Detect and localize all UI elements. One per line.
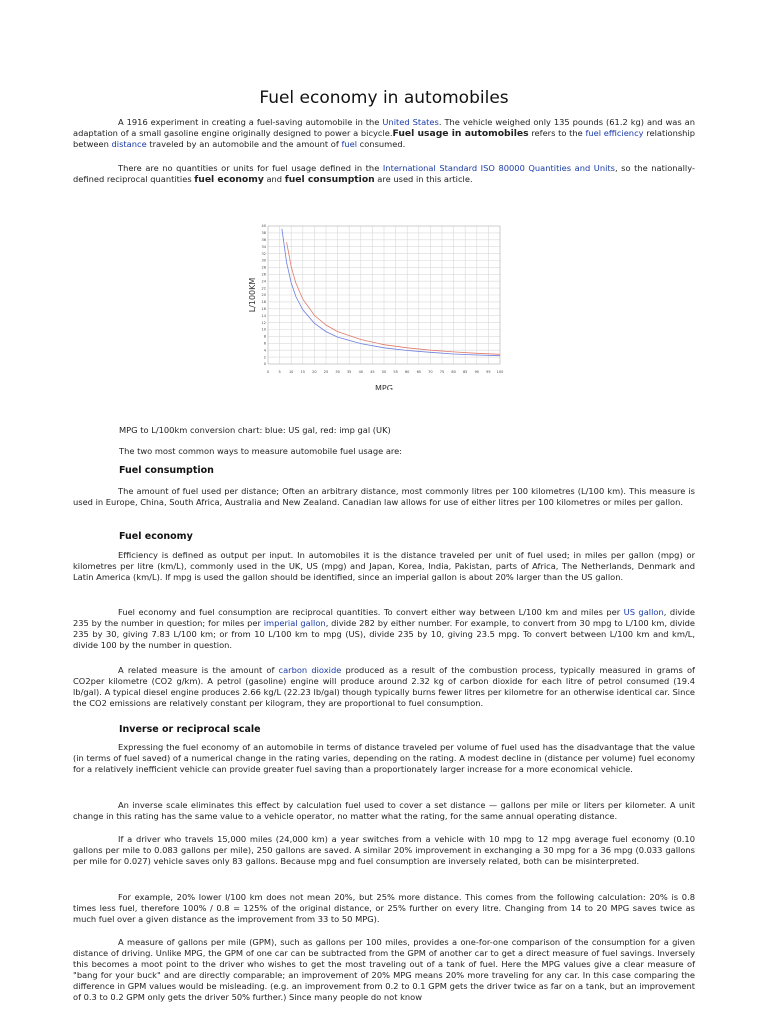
x-tick-label: 45: [370, 370, 375, 374]
heading-fuel-economy: Fuel economy: [119, 531, 193, 542]
bold-term: fuel consumption: [284, 174, 375, 185]
paragraph-gpm: [73, 937, 695, 1003]
y-tick-label: 24: [261, 279, 266, 284]
y-axis-label: L/100KM: [248, 277, 257, 313]
text: For example, 20% lower l/100 km does not mean 20%, but 25% more distance. This comes from the following calculation: 20% is 0.8 times less fuel, therefore 100% / 0.8 = 125% of the original distance, or 25% further on every litre. Changing from 14 to 20 MPG saves twice as much fuel over a given distance as the improvement from 33 to 50 MPG).: [73, 892, 695, 924]
bold-term: fuel economy: [194, 174, 264, 185]
x-tick-label: 15: [300, 370, 306, 374]
x-tick-label: 30: [335, 370, 340, 374]
paragraph-inverse-2: [73, 800, 695, 822]
bold-term: Fuel usage in automobiles: [392, 128, 529, 139]
x-tick-label: 70: [428, 370, 433, 374]
paragraph-units: [73, 163, 695, 185]
text: traveled by an automobile and the amount of: [146, 139, 342, 149]
link-fuel-efficiency[interactable]: fuel efficiency: [585, 128, 644, 138]
x-tick-label: 100: [496, 370, 504, 374]
y-tick-label: 20: [261, 293, 266, 298]
text: , divide 282 by either number. For example, to convert from 30 mpg to L/100 km, divide 235 by 30, giving 7.83 L/100 km; or from 10 L/100 km to mpg (US), divide 235 by 10, giving 23.5 mpg. To convert between L/100 km and km/L, divide 100 by the number in question.: [73, 618, 695, 650]
text: Fuel economy and fuel consumption are reciprocal quantities. To convert either way between L/100 km and miles per: [118, 607, 624, 617]
heading-inverse-scale: Inverse or reciprocal scale: [119, 724, 261, 735]
y-tick-label: 26: [261, 272, 266, 277]
x-tick-label: 85: [462, 370, 468, 374]
y-tick-label: 14: [261, 313, 266, 318]
y-tick-label: 28: [261, 265, 266, 270]
y-tick-label: 32: [261, 251, 266, 256]
y-tick-label: 22: [261, 286, 266, 291]
x-tick-label: 75: [439, 370, 445, 374]
link-united-states[interactable]: United States: [382, 117, 439, 127]
text: refers to the: [528, 128, 586, 138]
x-tick-label: 25: [323, 370, 329, 374]
x-tick-label: 65: [416, 370, 422, 374]
y-tick-label: 12: [261, 320, 266, 325]
y-tick-label: 10: [261, 327, 266, 332]
text: A measure of gallons per mile (GPM), such as gallons per 100 miles, provides a one-for-one comparison of the consumption for a given distance of driving. Unlike MPG, the GPM of one car can be subtracted from the GPM of another car to get a direct measure of fuel savings. Inversely this becomes a moot point to the driver who wishes to get the most traveling out of a tank of fuel. Here the MPG values give a clear measure of "bang for your buck" and are directly comparable; an improvement of 20% MPG means 20% more traveling for any car. In this case comparing the difference in GPM values would be misleading. (e.g. an improvement from 0.2 to 0.1 GPM gets the driver twice as far on a tank, but an improvement of 0.3 to 0.2 GPM only gets the driver 50% further.) Since many people do not know: [73, 937, 695, 1002]
y-tick-label: 4: [263, 348, 266, 353]
mpg-conversion-chart: [240, 218, 515, 390]
chart-caption: MPG to L/100km conversion chart: blue: US gal, red: imp gal (UK): [119, 425, 391, 435]
y-tick-label: 36: [261, 238, 266, 242]
text: An inverse scale eliminates this effect by calculation fuel used to cover a set distance — gallons per mile or liters per kilometer. A unit change in this rating has the same value to a vehicle operator, no matter what the rating, for the same annual operating distance.: [73, 800, 695, 821]
text: relationship between: [73, 128, 696, 149]
y-tick-label: 40: [261, 224, 266, 229]
x-tick-label: 35: [346, 370, 352, 374]
text: A related measure is the amount of: [118, 665, 279, 675]
y-tick-label: 16: [261, 307, 266, 311]
y-tick-label: 18: [261, 300, 266, 305]
link-us-gallon[interactable]: US gallon: [623, 607, 664, 617]
text: . The vehicle weighed only 135 pounds (61.2 kg) and was an adaptation of a small gasoline engine originally designed to power a bicycle.: [73, 117, 695, 138]
text: and: [263, 174, 285, 184]
text: are used in this article.: [374, 174, 473, 184]
x-tick-label: 10: [288, 370, 294, 374]
text: The amount of fuel used per distance; Often an arbitrary distance, most commonly litres per 100 kilometres (L/100 km). This measure is used in Europe, China, South Africa, Australia and New Zealand. Canadian law allows for use of either litres per 100 kilometres or miles per gallon.: [73, 486, 695, 507]
paragraph-consumption: [73, 486, 695, 508]
text: consumed.: [357, 139, 406, 149]
series-line-2: [287, 242, 500, 354]
x-tick-label: 90: [474, 370, 480, 374]
paragraph-co2: [73, 665, 695, 709]
paragraph-intro: [73, 117, 695, 150]
text: A 1916 experiment in creating a fuel-saving automobile in the: [118, 117, 383, 127]
x-tick-label: 40: [358, 370, 364, 374]
text: Expressing the fuel economy of an automobile in terms of distance traveled per volume of fuel used has the disadvantage that the value (in terms of fuel saved) of a numerical change in the rating varies, depending on the rating. A modest decline in (distance per volume) fuel economy for a relatively inefficient vehicle can provide greater fuel saving than a proportionately larger increase for a more economical vehicle.: [73, 742, 695, 774]
x-axis-label: MPG: [375, 384, 393, 390]
text: produced as a result of the combustion process, typically measured in grams of CO2per kilometre (CO2 g/km). A petrol (gasoline) engine will produce around 2.32 kg of carbon dioxide for each litre of petrol consumed (19.4 lb/gal). A typical diesel engine produces 2.66 kg/L (22.23 lb/gal) though typically burns fewer litres per kilometre for an otherwise identical car. Since the CO2 emissions are relatively constant per kilogram, they are proportional to fuel consumption.: [73, 665, 695, 708]
y-tick-label: 2: [263, 355, 266, 360]
paragraph-inverse-1: [73, 742, 695, 775]
y-tick-label: 8: [263, 334, 266, 339]
text: , so the nationally-defined reciprocal quantities: [73, 163, 695, 184]
link-imperial-gallon[interactable]: imperial gallon: [263, 618, 326, 628]
x-tick-label: 80: [451, 370, 456, 374]
intro-line: The two most common ways to measure automobile fuel usage are:: [119, 446, 403, 456]
paragraph-reciprocal: [73, 607, 695, 651]
paragraph-driver-example: [73, 834, 695, 867]
x-tick-label: 50: [381, 370, 387, 374]
y-tick-label: 6: [263, 341, 266, 346]
x-tick-label: 60: [404, 370, 410, 374]
link-distance[interactable]: distance: [111, 139, 147, 149]
link-fuel[interactable]: fuel: [341, 139, 358, 149]
text: , divide 235 by the number in question; for miles per: [73, 607, 695, 628]
x-tick-label: 20: [312, 370, 317, 374]
y-tick-label: 0: [263, 362, 266, 367]
y-tick-label: 30: [261, 258, 266, 263]
x-tick-label: 5: [278, 370, 281, 374]
paragraph-percent-example: [73, 892, 695, 925]
text: There are no quantities or units for fuel usage defined in the: [118, 163, 383, 173]
x-tick-label: 55: [393, 370, 398, 374]
y-tick-label: 38: [261, 231, 266, 236]
text: Efficiency is defined as output per input. In automobiles it is the distance traveled per unit of fuel used; in miles per gallon (mpg) or kilometres per litre (km/L), commonly used in the UK, US (mpg) and Japan, Korea, India, Pakistan, parts of Africa, The Netherlands, Denmark and Latin America (km/L). If mpg is used the gallon should be identified, since an imperial gallon is about 20% larger than the US gallon.: [73, 550, 695, 582]
x-tick-label: 0: [266, 370, 270, 374]
paragraph-economy: [73, 550, 695, 583]
link-iso-80000[interactable]: International Standard ISO 80000 Quantities and Units: [382, 163, 615, 173]
page-title: Fuel economy in automobiles: [259, 88, 509, 108]
text: If a driver who travels 15,000 miles (24,000 km) a year switches from a vehicle with 10 mpg to 12 mpg average fuel economy (0.10 gallons per mile to 0.083 gallons per mile), 250 gallons are saved. A similar 20% improvement in exchanging a 30 mpg for a 36 mpg (0.033 gallons per mile for 0.027) vehicle saves only 83 gallons. Because mpg and fuel consumption are inversely related, both can be misinterpreted.: [73, 834, 695, 866]
y-tick-label: 34: [261, 244, 266, 249]
x-tick-label: 95: [486, 370, 491, 374]
heading-fuel-consumption: Fuel consumption: [119, 465, 214, 476]
link-carbon-dioxide[interactable]: carbon dioxide: [278, 665, 342, 675]
